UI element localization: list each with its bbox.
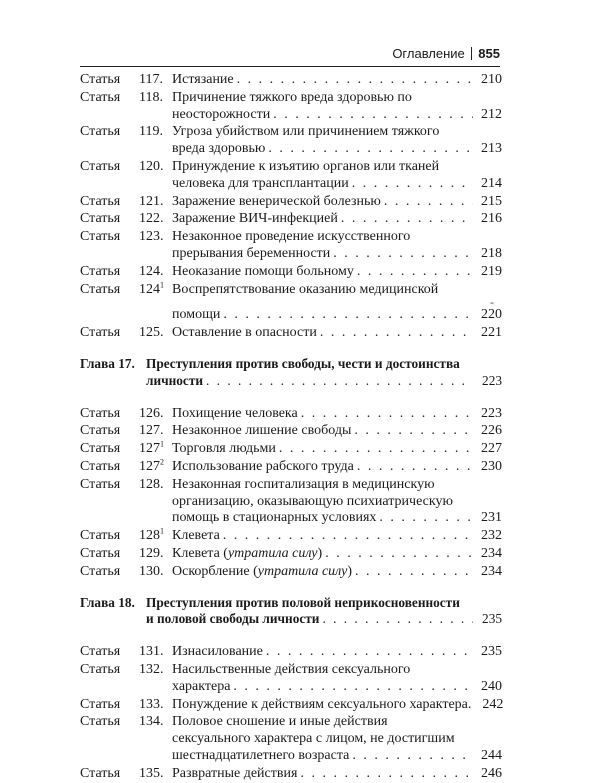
- entry-title-line: [146, 373, 502, 390]
- entry-title-line: [172, 644, 502, 661]
- entry-title: [172, 211, 502, 228]
- entry-title: [172, 766, 502, 783]
- article-number-text: 123.: [139, 229, 164, 245]
- entry-title-text: прерывания беременности: [172, 245, 331, 261]
- entry-title-line: [172, 194, 502, 211]
- article-number-text: 124.: [139, 263, 164, 279]
- article-label: Статья: [80, 89, 121, 105]
- entry-title-text: Принуждение к изъятию органов или тканей: [172, 158, 440, 174]
- entry-title: [172, 662, 502, 696]
- entry-title: [172, 528, 502, 545]
- header-page-number: 855: [478, 46, 500, 61]
- dot-leader: [325, 546, 473, 563]
- dot-leader: [357, 264, 473, 281]
- toc-article: [80, 477, 502, 527]
- article-number-text: 124: [139, 281, 160, 297]
- page-number: 214: [481, 175, 502, 191]
- article-label: Статья: [80, 644, 121, 660]
- entry-title-text: помощь в стационарных условиях: [172, 510, 377, 526]
- entry-title-line: [146, 611, 502, 628]
- article-number-text: 120.: [139, 158, 164, 174]
- page-number: 234: [481, 563, 502, 579]
- article-number: [139, 423, 164, 440]
- article-label: Статья: [80, 229, 121, 245]
- article-number-superscript: 1: [160, 279, 164, 289]
- article-number: [139, 644, 164, 661]
- page-number: 235: [482, 611, 502, 627]
- entry-title-text: Заражение венерической болезнью: [172, 193, 381, 209]
- entry-title: [172, 406, 502, 423]
- article-label: Статья: [80, 211, 121, 227]
- dot-leader: [237, 72, 473, 89]
- page-number: 230: [481, 458, 502, 474]
- entry-title-text: Неоказание помощи больному: [172, 263, 354, 279]
- article-label: Статья: [80, 72, 121, 87]
- article-number: [139, 406, 164, 423]
- article-label: Статья: [80, 423, 121, 439]
- page-number: 223: [481, 405, 502, 421]
- entry-title: [146, 356, 502, 390]
- italic-note: утратила силу: [257, 563, 348, 579]
- article-number-text: 125.: [139, 325, 164, 341]
- stray-mark: -: [490, 295, 494, 310]
- entry-title-line: [172, 546, 502, 563]
- article-number-text: 135.: [139, 765, 164, 781]
- entry-title-text: вреда здоровью: [172, 141, 266, 157]
- entry-title-line: [172, 229, 502, 246]
- chapter-label: Глава 17.: [80, 355, 135, 371]
- italic-note: утратила силу: [227, 545, 318, 561]
- entry-title-line: [172, 459, 502, 476]
- entry-title: [172, 477, 502, 527]
- entry-title: [172, 282, 502, 325]
- article-number-text: 131.: [139, 644, 164, 660]
- entry-title-text: неосторожности: [172, 106, 271, 122]
- article-number-text: 132.: [139, 661, 164, 677]
- entry-title: [172, 159, 502, 193]
- article-number-text: 133.: [139, 696, 164, 712]
- page-number: 216: [481, 211, 502, 227]
- entry-title-line: [172, 731, 502, 748]
- entry-title-line: [172, 159, 502, 176]
- entry-title-line: [172, 211, 502, 228]
- dot-leader: [354, 423, 473, 440]
- toc-article: [80, 546, 502, 563]
- article-number-text: 129.: [139, 545, 164, 561]
- entry-title: [172, 564, 502, 581]
- page-number: 242: [482, 696, 504, 712]
- article-number: [139, 564, 164, 581]
- article-label: Статья: [80, 661, 121, 677]
- article-number: [139, 90, 163, 107]
- toc-article: [80, 766, 502, 783]
- page-number: 227: [481, 441, 502, 457]
- article-number-text: 130.: [139, 563, 164, 579]
- entry-title-line: [172, 697, 502, 714]
- article-label: Статья: [80, 765, 121, 781]
- dot-leader: [384, 194, 473, 211]
- entry-title-text: Похищение человека: [172, 405, 298, 421]
- dot-leader: [301, 406, 473, 423]
- toc-article: [80, 697, 502, 714]
- page-number: 210: [481, 72, 502, 87]
- entry-title-text: Заражение ВИЧ-инфекцией: [172, 211, 338, 227]
- article-number: [139, 229, 164, 246]
- toc-article: [80, 662, 502, 696]
- entry-title-line: [172, 441, 502, 458]
- article-number: [139, 477, 164, 494]
- article-label: Статья: [80, 563, 121, 579]
- running-header: [80, 44, 500, 67]
- article-number: [139, 441, 164, 458]
- dot-leader: [352, 176, 473, 193]
- entry-title-text: Использование рабского труда: [172, 458, 354, 474]
- toc-article: [80, 159, 502, 193]
- dot-leader: [223, 528, 473, 545]
- toc-article: [80, 90, 502, 124]
- entry-title: [172, 441, 502, 458]
- entry-title-line: [172, 264, 502, 281]
- entry-title-line: [172, 564, 502, 581]
- toc-article: [80, 459, 502, 476]
- page-number: 232: [481, 528, 502, 544]
- page-number: 235: [481, 644, 502, 660]
- page-number: 215: [481, 193, 502, 209]
- article-number-text: 117.: [139, 72, 163, 87]
- article-number: [139, 194, 164, 211]
- entry-title-text: помощи: [172, 307, 221, 323]
- entry-title-text: Незаконная госпитализация в медицинскую: [172, 476, 435, 492]
- entry-title-line: [172, 679, 502, 696]
- entry-title-line: [172, 246, 502, 263]
- entry-title: [172, 72, 502, 89]
- table-of-contents: [80, 72, 502, 783]
- entry-title-text: Причинение тяжкого вреда здоровью по: [172, 89, 412, 105]
- entry-title: [146, 595, 502, 629]
- article-number: [139, 325, 164, 342]
- page-number: 219: [481, 263, 502, 279]
- entry-title: [172, 194, 502, 211]
- entry-title-text: Преступления против свободы, чести и достоинства: [146, 355, 460, 371]
- entry-title-line: [172, 325, 502, 342]
- toc-article: [80, 441, 502, 458]
- entry-title-text: характера: [172, 678, 231, 694]
- entry-title-line: [172, 282, 502, 299]
- dot-leader: [333, 246, 473, 263]
- toc-article: [80, 644, 502, 661]
- entry-title-text: Воспрепятствование оказанию медицинской: [172, 281, 439, 297]
- article-label: Статья: [80, 158, 121, 174]
- entry-title: [172, 459, 502, 476]
- entry-title-line: [172, 141, 502, 158]
- article-label: Статья: [80, 528, 121, 544]
- article-number-text: 128.: [139, 476, 164, 492]
- toc-article: [80, 279, 502, 325]
- entry-title-text: Развратные действия: [172, 765, 298, 781]
- entry-title-text: шестнадцатилетнего возраста: [172, 747, 350, 763]
- dot-leader: [266, 644, 473, 661]
- entry-title-text: Оставление в опасности: [172, 325, 317, 341]
- page-number: 231: [481, 510, 502, 526]
- header-separator: [471, 47, 473, 60]
- entry-title-line: [146, 595, 502, 612]
- entry-title-line: [172, 176, 502, 193]
- dot-leader: [355, 564, 473, 581]
- dot-leader: [273, 107, 473, 124]
- article-label: Статья: [80, 281, 121, 297]
- entry-title: [172, 423, 502, 440]
- article-number-text: 134.: [139, 714, 164, 730]
- entry-title-line: [172, 406, 502, 423]
- article-number-text: 119.: [139, 124, 163, 140]
- article-number: [139, 211, 164, 228]
- entry-title-line: [172, 107, 502, 124]
- entry-title-text: организацию, оказывающую психиатрическую: [172, 493, 453, 509]
- dot-leader: [233, 679, 473, 696]
- entry-title-text: Клевета (утратила силу): [172, 545, 323, 561]
- article-number-text: 126.: [139, 405, 164, 421]
- header-text: [392, 46, 500, 61]
- header-title: Оглавление: [392, 46, 465, 61]
- entry-title-text: Угроза убийством или причинением тяжкого: [172, 124, 440, 140]
- dot-leader: [223, 307, 473, 324]
- entry-title-line: [172, 423, 502, 440]
- article-number: [139, 159, 164, 176]
- article-label: Статья: [80, 714, 121, 730]
- article-number: [139, 546, 164, 563]
- toc-article: [80, 423, 502, 440]
- page-number: 213: [481, 141, 502, 157]
- entry-title-line: [172, 477, 502, 494]
- page-number: 221: [481, 325, 502, 341]
- entry-title-line: [172, 90, 502, 107]
- article-label: Статья: [80, 545, 121, 561]
- toc-article: [80, 72, 502, 89]
- entry-title-line: [172, 766, 502, 783]
- page-number: 226: [481, 423, 502, 439]
- entry-title-text: Половое сношение и иные действия: [172, 714, 388, 730]
- entry-title: [172, 325, 502, 342]
- article-number: [139, 459, 164, 476]
- article-number: [139, 72, 163, 89]
- article-number-text: 127.: [139, 423, 164, 439]
- entry-title: [172, 714, 502, 764]
- toc-article: [80, 264, 502, 281]
- toc-article: [80, 124, 502, 158]
- article-label: Статья: [80, 325, 121, 341]
- entry-title: [172, 90, 502, 124]
- entry-title: [172, 546, 502, 563]
- article-label: Статья: [80, 441, 121, 457]
- article-number-text: 127: [139, 458, 160, 474]
- article-number: [139, 528, 164, 545]
- article-label: Статья: [80, 405, 121, 421]
- article-label: Статья: [80, 263, 121, 279]
- article-number: [139, 662, 164, 679]
- entry-title: [172, 229, 502, 263]
- toc-article: [80, 211, 502, 228]
- entry-title-line: [172, 748, 502, 765]
- article-label: Статья: [80, 458, 121, 474]
- page-number: 220: [481, 307, 502, 323]
- article-label: Статья: [80, 193, 121, 209]
- article-number-text: 121.: [139, 193, 164, 209]
- page-number: 212: [481, 106, 502, 122]
- entry-title-text: Оскорбление (утратила силу): [172, 563, 352, 579]
- entry-title-text: Понуждение к действиям сексуального характера.: [172, 696, 472, 712]
- entry-title-text: Незаконное проведение искусственного: [172, 229, 411, 245]
- article-number-superscript: 1: [160, 526, 164, 536]
- page-number: 246: [481, 765, 502, 781]
- article-number-text: 127: [139, 441, 160, 457]
- dot-leader: [322, 611, 473, 628]
- entry-title-line: [172, 662, 502, 679]
- entry-title-text: и половой свободы личности: [146, 611, 320, 627]
- page-number: 240: [481, 678, 502, 694]
- chapter-label: Глава 18.: [80, 594, 135, 610]
- toc-article: [80, 194, 502, 211]
- article-number-superscript: 1: [160, 439, 164, 449]
- article-number-text: 122.: [139, 211, 164, 227]
- page-number: 244: [481, 747, 502, 763]
- article-number-text: 118.: [139, 89, 163, 105]
- article-number: [139, 279, 164, 299]
- entry-title-line: [172, 714, 502, 731]
- article-number: [139, 697, 164, 714]
- dot-leader: [279, 441, 473, 458]
- article-number: [139, 714, 164, 731]
- toc-article: [80, 528, 502, 545]
- dot-leader: [352, 748, 473, 765]
- article-number-superscript: 2: [160, 457, 164, 467]
- entry-title: [172, 697, 502, 714]
- toc-chapter: [80, 595, 502, 629]
- entry-title: [172, 124, 502, 158]
- page-number: 234: [481, 545, 502, 561]
- article-number-text: 128: [139, 528, 160, 544]
- article-number: [139, 766, 164, 783]
- toc-article: [80, 229, 502, 263]
- entry-title: [172, 264, 502, 281]
- entry-title-line: [172, 528, 502, 545]
- dot-leader: [300, 766, 473, 783]
- dot-leader: [206, 373, 473, 390]
- entry-title-line: [172, 72, 502, 89]
- entry-title-line: [172, 494, 502, 511]
- page-number: 218: [481, 245, 502, 261]
- entry-title-text: Изнасилование: [172, 644, 263, 660]
- page-number: 223: [482, 372, 502, 388]
- entry-title-line: [172, 510, 502, 527]
- entry-title: [172, 644, 502, 661]
- toc-article: [80, 325, 502, 342]
- entry-title-text: Истязание: [172, 72, 234, 87]
- article-label: Статья: [80, 124, 121, 140]
- article-number: [139, 124, 163, 141]
- article-number: [139, 264, 164, 281]
- dot-leader: [379, 510, 473, 527]
- toc-article: [80, 564, 502, 581]
- entry-title-text: Преступления против половой неприкосновенности: [146, 594, 460, 610]
- entry-title-text: Незаконное лишение свободы: [172, 423, 352, 439]
- entry-title-text: Торговля людьми: [172, 441, 276, 457]
- toc-article: [80, 406, 502, 423]
- dot-leader: [320, 325, 473, 342]
- toc-article: [80, 714, 502, 764]
- dot-leader: [357, 459, 473, 476]
- article-label: Статья: [80, 696, 121, 712]
- entry-title-line: [172, 307, 502, 324]
- entry-title-text: Клевета: [172, 528, 220, 544]
- entry-title-text: личности: [146, 372, 204, 388]
- entry-title-text: сексуального характера с лицом, не достигшим: [172, 731, 455, 747]
- dot-leader: [341, 211, 473, 228]
- entry-title-line: [146, 356, 502, 373]
- entry-title-line: [172, 124, 502, 141]
- dot-leader: [268, 141, 473, 158]
- entry-title-text: человека для трансплантации: [172, 175, 349, 191]
- toc-chapter: [80, 356, 502, 390]
- article-label: Статья: [80, 476, 121, 492]
- entry-title-text: Насильственные действия сексуального: [172, 661, 411, 677]
